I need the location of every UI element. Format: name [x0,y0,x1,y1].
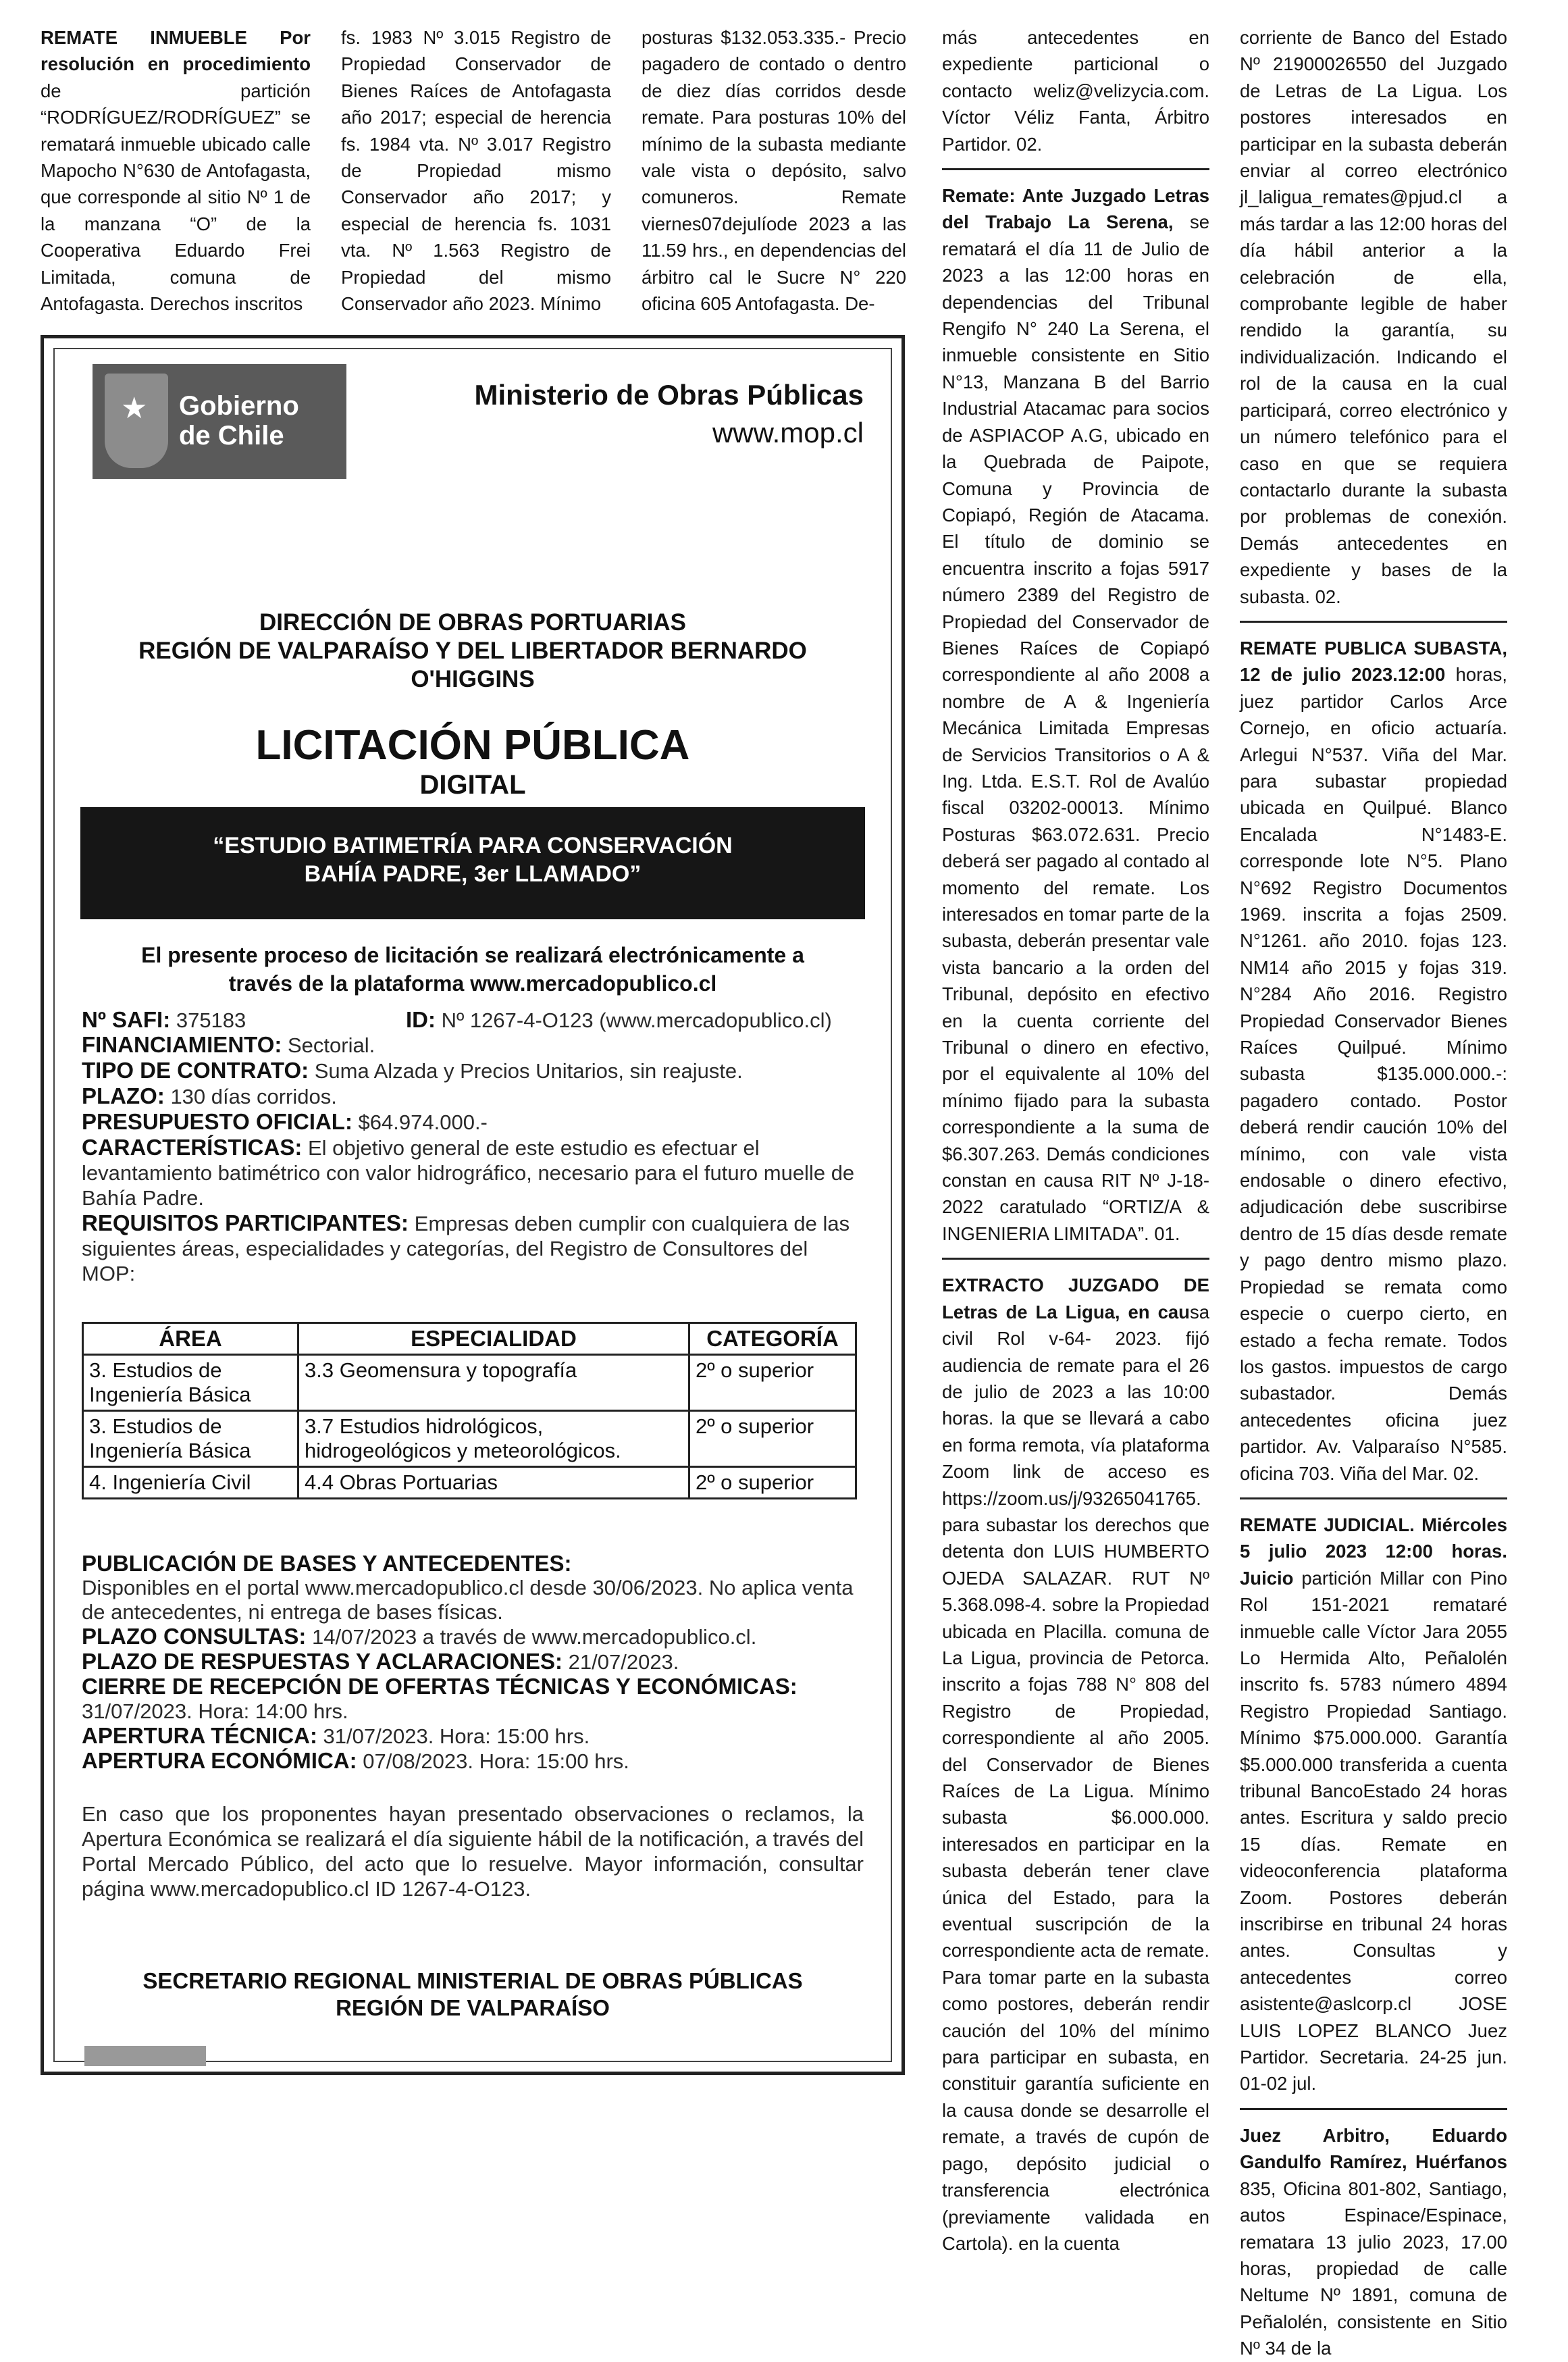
notice-remate-penalolen [1240,1512,1507,2097]
publication-value: Disponibles en el portal www.mercadopublico.cl desde 30/06/2023. No aplica venta de antecedentes, ni entrega de bases físicas. [82,1576,854,1624]
logo-text [179,391,299,451]
economic-opening-value: 07/08/2023. Hora: 15:00 hrs. [357,1749,629,1773]
table-row [83,1355,856,1411]
notice-lead: EXTRACTO JUZGADO DE Letras de La Ligua, en cau [942,1275,1209,1323]
notice-remate-quilpue [1240,635,1507,1487]
direction-line-2: REGIÓN DE VALPARAÍSO Y DEL LIBERTADOR BERNARDO [138,638,807,664]
answers-value: 21/07/2023. [563,1650,679,1674]
requirements-label: REQUISITOS PARTICIPANTES: [82,1210,409,1235]
logo-line-1: Gobierno [179,391,299,421]
licitacion-subtitle: DIGITAL [419,770,526,800]
budget-row [82,1109,864,1135]
logo-line-2: de Chile [179,421,284,451]
notice-remate-antofagasta-end: posturas $132.053.335.- Precio pagadero de contado o dentro de diez días corridos desde remate. Para posturas 10% del mínimo de la subasta mediante vale vista o depósito, salvo comuneros. Remate viernes07dejulíode 2023 a las 11.59 hrs., en dependencias del árbitro cal le Sucre N° 220 oficina 605 Antofagasta. De- [642,27,906,315]
answers-label: PLAZO DE RESPUESTAS Y ACLARACIONES: [82,1649,563,1674]
header-specialty: ESPECIALIDAD [298,1323,689,1355]
closing-paragraph: En caso que los proponentes hayan presentado observaciones o reclamos, la Apertura Económica se realizará el día siguiente hábil de la notificación, a través del Portal Mercado Público, del acto que lo resuelve. Mayor información, consultar página www.mercadopublico.cl ID 1267-4-O123. [82,1802,864,1901]
cell-specialty: 3.7 Estudios hidrológicos, hidrogeológicos y meteorológicos. [298,1411,689,1467]
safi-label: Nº SAFI: [82,1007,171,1032]
characteristics-label: CARACTERÍSTICAS: [82,1135,303,1160]
budget-value: $64.974.000.- [352,1110,488,1134]
cell-category: 2º o superior [689,1411,856,1467]
divider [942,1258,1209,1260]
cell-category: 2º o superior [689,1467,856,1499]
notice-remate-antofagasta-cont: fs. 1983 Nº 3.015 Registro de Propiedad Conservador de Bienes Raíces de Antofagasta año 2017; especial de herencia fs. 1984 vta. Nº 3.017 Registro de Propiedad mismo Conservador año 2017; y especial de herencia fs. 1031 vta. Nº 1.563 Registro de Propiedad del mismo Conservador año 2023. Mínimo [341,27,611,315]
star-icon: ★ [121,392,148,425]
budget-label: PRESUPUESTO OFICIAL: [82,1109,352,1134]
cell-specialty: 3.3 Geomensura y topografía [298,1355,689,1411]
economic-opening-label: APERTURA ECONÓMICA: [82,1748,357,1773]
closing-offers-row [82,1674,864,1724]
cell-specialty: 4.4 Obras Portuarias [298,1467,689,1499]
notice-remate-antofagasta-start [41,24,311,317]
economic-opening-row [82,1749,864,1774]
secretary-line-2: REGIÓN DE VALPARAÍSO [336,1995,610,2020]
closing-offers-label: CIERRE DE RECEPCIÓN DE OFERTAS TÉCNICAS Y ECONÓMICAS: [82,1674,798,1699]
notice-remate-la-serena [942,182,1209,1247]
requirements-value: Empresas deben cumplir con cualquiera de las siguientes áreas, especialidades y categorías, del Registro de Consultores del MOP: [82,1212,850,1285]
direction-line-1: DIRECCIÓN DE OBRAS PORTUARIAS [259,609,686,636]
tender-facts [82,1007,864,1286]
notice-extracto-la-ligua [942,1272,1209,2257]
technical-opening-value: 31/07/2023. Hora: 15:00 hrs. [317,1724,590,1748]
cell-area: 3. Estudios de Ingeniería Básica [83,1355,298,1411]
column-3 [642,24,906,317]
column-5 [1240,24,1507,2362]
technical-opening-row [82,1724,864,1749]
table-row [83,1411,856,1467]
consultations-label: PLAZO CONSULTAS: [82,1624,307,1649]
publication-label: PUBLICACIÓN DE BASES Y ANTECEDENTES: [82,1551,572,1576]
notice-body: se rematará el día 11 de Julio de 2023 a las 12:00 horas en dependencias del Tribunal Rengifo N° 240 La Serena, el inmueble consistente en Sitio N°13, Manzana B del Barrio Industrial Atacamac para socios de ASPIACOP A.G, ubicado en la Quebrada de Paipote, Comuna y Provincia de Copiapó, Región de Atacama. El título de dominio se encuentra inscrito a fojas 5917 número 2389 del Registro de Propiedad del Conservador de Bienes Raíces de Copiapó correspondiente al año 2008 a nombre de A & Ingeniería Mecánica Limitada Empresas de Servicios Transitorios o A & Ing. Ltda. E.S.T. Rol de Avalúo fiscal 03202-00013. Mínimo Posturas $63.072.631. Precio deberá ser pagado al contado al momento del remate. Los interesados en tomar parte de la subasta, deberán presentar vale vista bancario a la orden del Tribunal, depósito en efectivo en la cuenta corriente del Tribunal o dinero en efectivo, por el equivalente al 10% del mínimo fijado para la subasta correspondiente a la suma de $6.307.263. Demás condiciones constan en causa RIT Nº J-18-2022 caratulado “ORTIZ/A & INGENIERIA LIMITADA”. 01. [942,211,1210,1244]
term-value: 130 días corridos. [164,1085,337,1108]
contract-type-label: TIPO DE CONTRATO: [82,1058,309,1083]
consultations-value: 14/07/2023 a través de www.mercadopublico.cl. [306,1625,757,1649]
answers-row [82,1649,864,1674]
notice-antofagasta-closing: más antecedentes en expediente particional o contacto weliz@velizycia.com. Víctor Véliz Fanta, Árbitro Partidor. 02. [942,27,1209,155]
requirements-row [82,1210,864,1286]
licitacion-title: LICITACIÓN PÚBLICA [255,722,690,769]
signature-block [55,1968,891,2022]
notice-lead: REMATE JUDICIAL. Miércoles 5 julio 2023 12:00 horas. Juicio [1240,1514,1507,1589]
table-row [83,1467,856,1499]
term-label: PLAZO: [82,1083,165,1108]
schedule-section [82,1551,864,1774]
direction-line-3: O'HIGGINS [411,666,535,692]
direction-heading [55,609,891,694]
term-row [82,1083,864,1109]
divider [1240,2108,1507,2110]
financing-row [82,1032,864,1058]
gobierno-de-chile-logo [93,364,346,479]
divider [1240,621,1507,623]
notice-juez-arbitro [1240,2122,1507,2362]
notice-lead: REMATE PUBLICA SUBASTA, 12 de julio 2023.12:00 [1240,637,1507,686]
notice-body: sa civil Rol v-64- 2023. fijó audiencia de remate para el 26 de julio de 2023 a las 10:00 horas. la que se llevará a cabo en forma remota, vía plataforma Zoom link de acceso es https://zoom.us/j/93265041765. para subastar los derechos que detenta don LUIS HUMBERTO OJEDA SALAZAR. RUT Nº 5.368.098-4. sobre la Propiedad ubicada en Placilla. comuna de La Ligua, provincia de Petorca. inscrito a fojas 788 N° 808 del Registro de Propiedad, correspondiente al año 2005. del Conservador de Bienes Raíces de La Ligua. Mínimo subasta $6.000.000. interesados en participar en la subasta deberán tener clave única del Estado, para la eventual suscripción de la correspondiente acta de remate. Para tomar parte en la subasta como postores, deberán rendir caución del 10% del mínimo para participar en subasta, en constituir garantía suficiente en la causa donde se desarrolle el remate, a través de cupón de pago, depósito judicial o transferencia electrónica (previamente validada en Cartola). en la cuenta [942,1301,1209,2254]
technical-opening-label: APERTURA TÉCNICA: [82,1723,317,1748]
characteristics-row [82,1135,864,1210]
column-4 [942,24,1209,2257]
safi-value: 375183 [170,1008,246,1032]
electronic-line-2: través de la plataforma www.mercadopublico.cl [228,971,717,996]
electronic-line-1: El presente proceso de licitación se realizará electrónicamente a [141,943,804,967]
column-1 [41,24,311,317]
column-2 [341,24,611,317]
notice-lead: REMATE INMUEBLE Por resolución en procedimiento [41,27,311,75]
cell-area: 3. Estudios de Ingeniería Básica [83,1411,298,1467]
ad-inner-frame [53,348,892,2062]
cell-category: 2º o superior [689,1355,856,1411]
secretary-line-1: SECRETARIO REGIONAL MINISTERIAL DE OBRAS PÚBLICAS [142,1968,803,1993]
characteristics-value: El objetivo general de este estudio es efectuar el levantamiento batimétrico con valor hidrográfico, necesario para el futuro muelle de Bahía Padre. [82,1136,855,1210]
closing-offers-value: 31/07/2023. Hora: 14:00 hrs. [82,1699,348,1723]
id-value: Nº 1267-4-O123 (www.mercadopublico.cl) [436,1008,832,1032]
divider [942,168,1209,170]
cell-area: 4. Ingeniería Civil [83,1467,298,1499]
notice-body: horas, juez partidor Carlos Arce Cornejo, en oficio actuaría. Arlegui N°537. Viña del Mar. para subastar propiedad ubicada en Quilpué. Blanco Encalada N°1483-E. corresponde lote N°5. Plano N°692 Registro Documentos 1969. inscrita a fojas 2509. N°1261. año 2010. fojas 123. NM14 año 2015 y fojas 319. N°284 Año 2016. Registro Propiedad Conservador Bienes Raíces Quilpué. Mínimo subasta $135.000.000.-: pagadero contado. Postor deberá rendir caución 10% del mínimo, con vale vista endosable o dinero efectivo, adjudicación debe suscribirse dentro de 15 días desde remate y pago dentro mismo plazo. Propiedad se remata como especie o cuerpo cierto, en estado a fecha remate. Todos los gastos. impuestos de cargo subastador. Demás antecedentes oficina juez partidor. Av. Valparaíso N°585. oficina 703. Viña del Mar. 02. [1240,664,1507,1484]
notice-body: 835, Oficina 801-802, Santiago, autos Espinace/Espinace, rematara 13 julio 2023, 17.00 horas, propiedad de calle Neltume Nº 1891, comuna de Peñalolén, consistente en Sitio Nº 34 de la [1240,2178,1507,2359]
notice-lead: Juez Arbitro, Eduardo Gandulfo Ramírez, Huérfanos [1240,2124,1507,2173]
project-line-2: BAHÍA PADRE, 3er LLAMADO” [304,861,642,887]
mop-licitacion-ad [41,335,905,2075]
consultations-row [82,1624,864,1649]
divider [1240,1497,1507,1499]
financing-label: FINANCIAMIENTO: [82,1032,282,1057]
ministry-url: www.mop.cl [712,417,864,448]
table-header-row [83,1323,856,1355]
chile-shield-icon [105,374,168,468]
project-line-1: “ESTUDIO BATIMETRÍA PARA CONSERVACIÓN [213,833,733,858]
ministry-header [475,376,864,452]
notice-la-ligua-cont: corriente de Banco del Estado Nº 21900026550 del Juzgado de Letras de La Ligua. Los postores interesados en participar en la subasta deberán enviar al correo electrónico jl_laligua_remates@pjud.cl a más tardar a las 12:00 horas del día hábil anterior a la celebración de ella, comprobante legible de haber rendido la garantía, su individualización. Indicando el rol de la causa en la cual participará, correo electrónico y un número telefónico para el caso en que se requiera contactarlo durante la subasta por problemas de conexión. Demás antecedentes en expediente y bases de la subasta. 02. [1240,27,1507,607]
notice-body: partición Millar con Pino Rol 151-2021 remataré inmueble calle Víctor Jara 2055 Lo Hermida Alto, Peñalolén inscrito fs. 5783 número 4894 Registro Propiedad Santiago. Mínimo $75.000.000. Garantía $5.000.000 transferida a cuenta tribunal BancoEstado 24 horas antes. Escritura y saldo precio 15 días. Remate en videoconferencia plataforma Zoom. Postores deberán inscribirse en tribunal 24 horas antes. Consultas y antecedentes correo asistente@aslcorp.cl JOSE LUIS LOPEZ BLANCO Juez Partidor. Secretaria. 24-25 jun. 01-02 jul. [1240,1567,1507,2095]
ministry-name: Ministerio de Obras Públicas [474,379,864,411]
contract-type-row [82,1058,864,1083]
header-category: CATEGORÍA [689,1323,856,1355]
id-label: ID: [406,1007,436,1032]
financing-value: Sectorial. [282,1033,375,1057]
electronic-process-note [82,941,864,998]
notice-lead: Remate: Ante Juzgado Letras del Trabajo La Serena, [942,185,1209,233]
safi-id-row [82,1007,864,1032]
contract-type-value: Suma Alzada y Precios Unitarios, sin reajuste. [309,1059,743,1083]
project-name-band [80,807,865,919]
notice-body: de partición “RODRÍGUEZ/RODRÍGUEZ” se rematará inmueble ubicado calle Mapocho N°630 de Antofagasta, que corresponde al sitio Nº 1 de la manzana “O” de la Cooperativa Eduardo Frei Limitada, comuna de Antofagasta. Derechos inscritos [41,80,311,315]
decorative-bar [84,2046,206,2066]
registry-areas-table [82,1322,857,1499]
header-area: ÁREA [83,1323,298,1355]
